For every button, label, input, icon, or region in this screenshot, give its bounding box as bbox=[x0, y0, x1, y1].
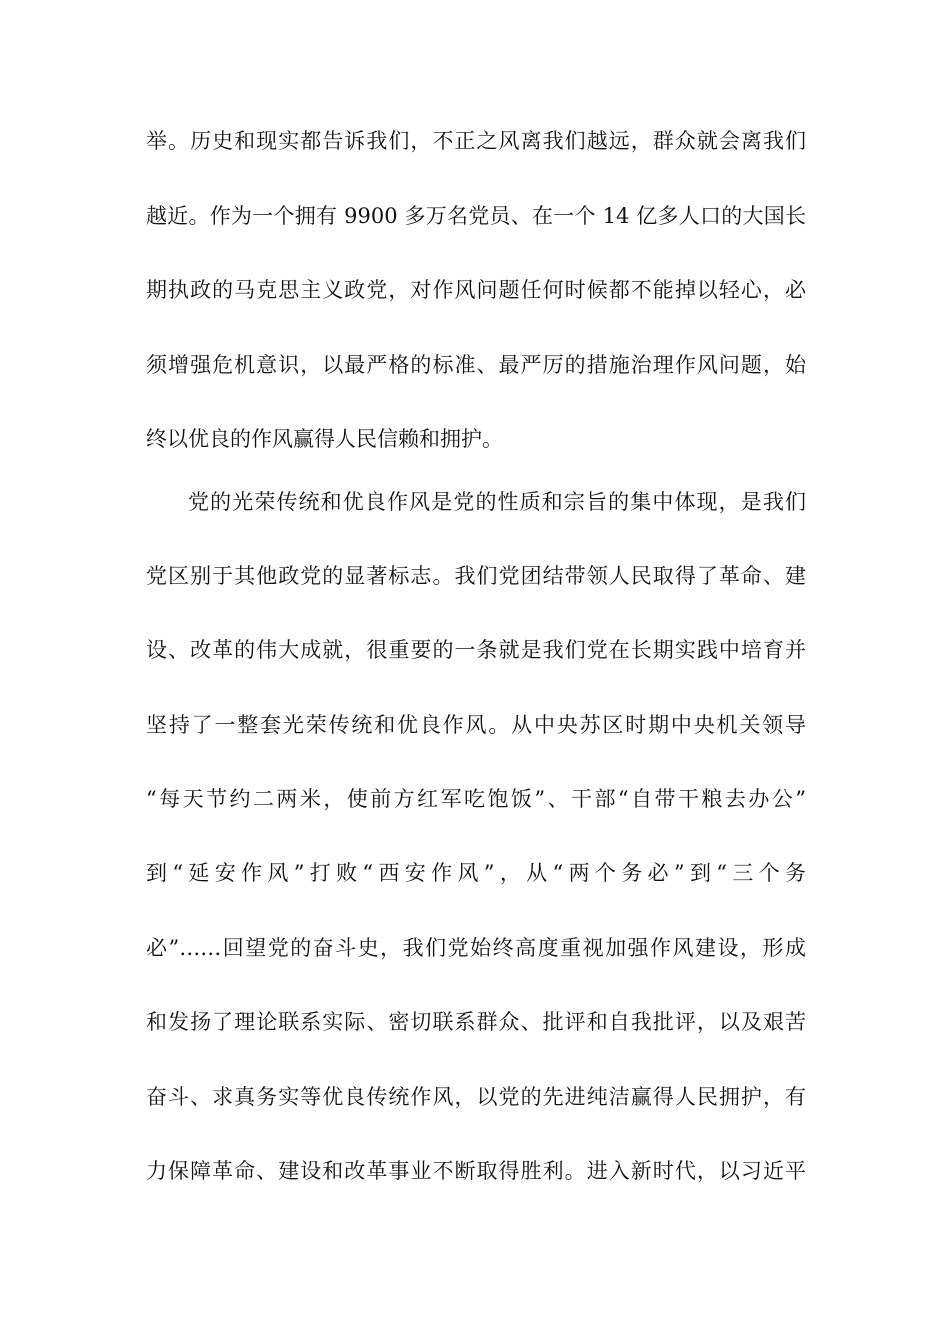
text-line: 举。历史和现实都告诉我们，不正之风离我们越远，群众就会离我们 bbox=[146, 129, 806, 153]
text-line: 须增强危机意识，以最严格的标准、最严厉的措施治理作风问题，始 bbox=[146, 353, 806, 377]
text-line: “每天节约二两米，使前方红军吃饱饭”、干部“自带干粮去办公” bbox=[146, 787, 806, 811]
text-line: 越近。作为一个拥有 9900 多万名党员、在一个 14 亿多人口的大国长 bbox=[146, 204, 806, 228]
text-line: 奋斗、求真务实等优良传统作风，以党的先进纯洁赢得人民拥护，有 bbox=[146, 1085, 806, 1109]
text-line: 坚持了一整套光荣传统和优良作风。从中央苏区时期中央机关领导 bbox=[146, 713, 806, 737]
text-line: 终以优良的作风赢得人民信赖和拥护。 bbox=[146, 427, 503, 451]
text-line: 期执政的马克思主义政党，对作风问题任何时候都不能掉以轻心，必 bbox=[146, 278, 806, 302]
paragraph-first-line: 党的光荣传统和优良作风是党的性质和宗旨的集中体现，是我们 bbox=[188, 490, 806, 514]
text-line: 必”……回望党的奋斗史，我们党始终高度重视加强作风建设，形成 bbox=[146, 936, 806, 960]
text-line: 到“延安作风”打败“西安作风”，从“两个务必”到“三个务 bbox=[146, 861, 806, 885]
text-line: 党区别于其他政党的显著标志。我们党团结带领人民取得了革命、建 bbox=[146, 564, 806, 588]
text-line: 力保障革命、建设和改革事业不断取得胜利。进入新时代，以习近平 bbox=[146, 1159, 806, 1183]
text-line: 设、改革的伟大成就，很重要的一条就是我们党在长期实践中培育并 bbox=[146, 638, 806, 662]
text-line: 和发扬了理论联系实际、密切联系群众、批评和自我批评，以及艰苦 bbox=[146, 1010, 806, 1034]
